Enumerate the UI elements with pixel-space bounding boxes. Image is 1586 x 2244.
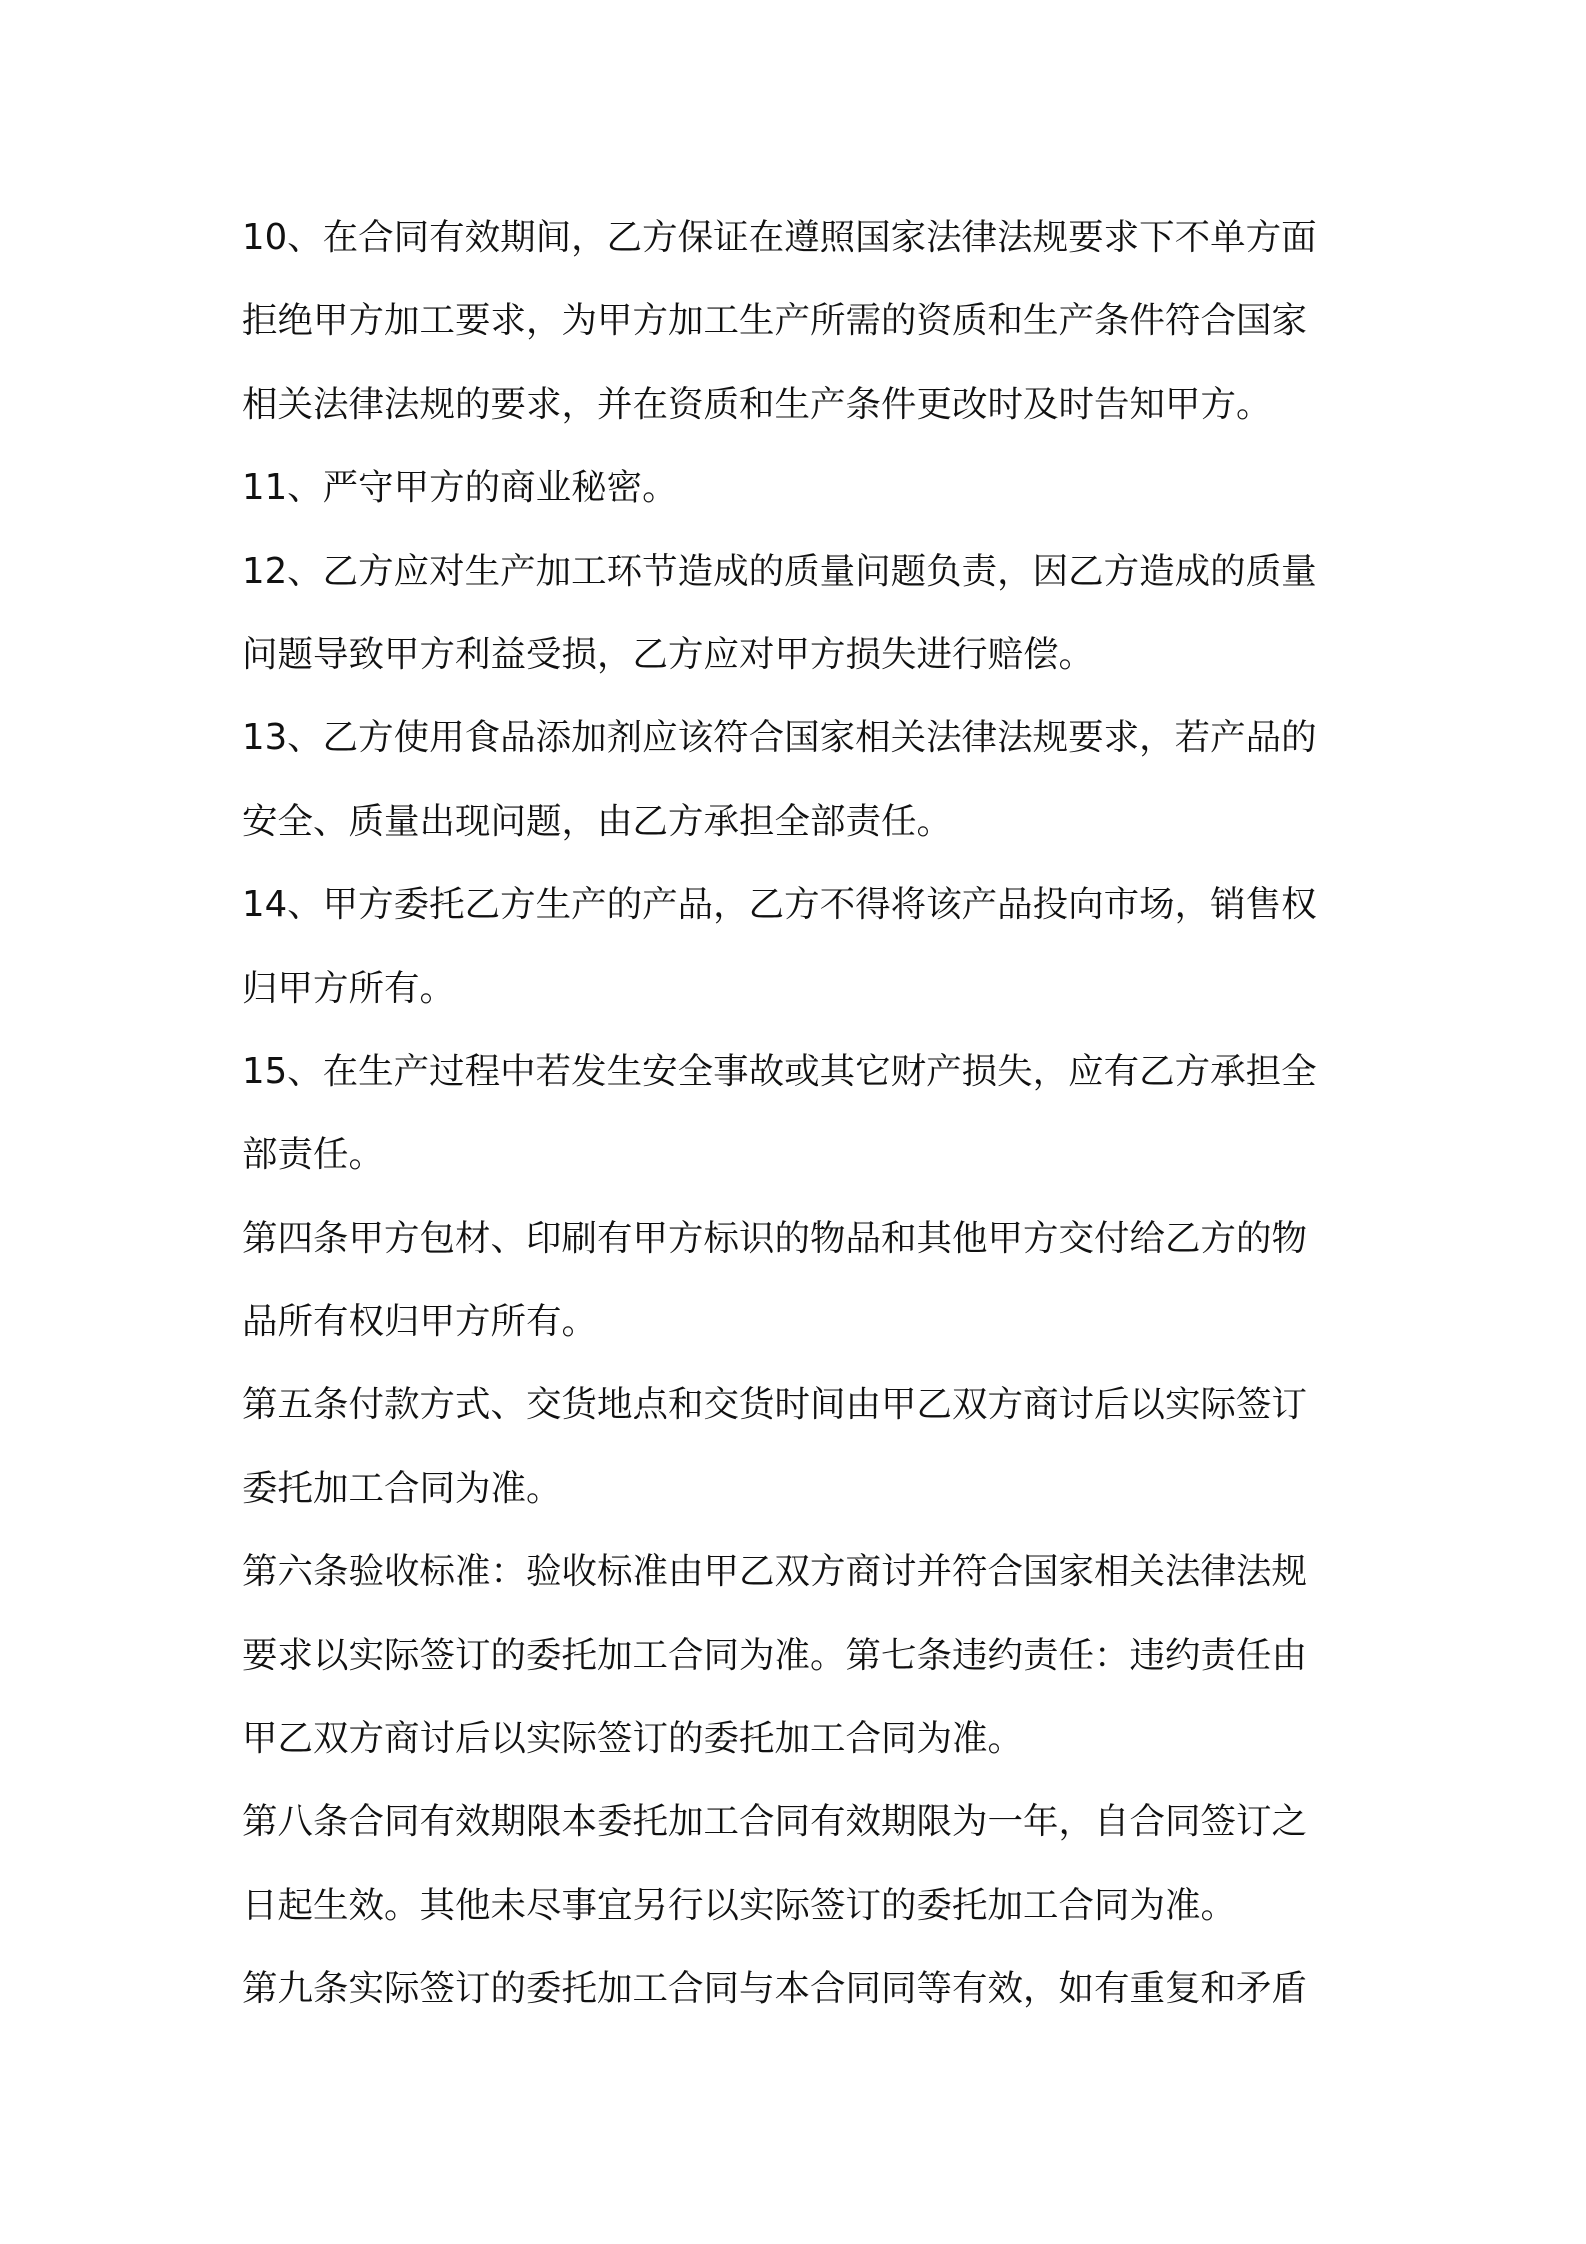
text-line: 第六条验收标准：验收标准由甲乙双方商讨并符合国家相关法律法规 xyxy=(242,1551,1308,1593)
text-line: 第八条合同有效期限本委托加工合同有效期限为一年，自合同签订之 xyxy=(242,1801,1308,1843)
text-line: 品所有权归甲方所有。 xyxy=(242,1301,598,1343)
text-line: 14、甲方委托乙方生产的产品，乙方不得将该产品投向市场，销售权 xyxy=(242,884,1317,926)
text-line: 第四条甲方包材、印刷有甲方标识的物品和其他甲方交付给乙方的物 xyxy=(242,1217,1308,1259)
text-line: 第五条付款方式、交货地点和交货时间由甲乙双方商讨后以实际签订 xyxy=(242,1384,1308,1426)
text-line: 15、在生产过程中若发生安全事故或其它财产损失，应有乙方承担全 xyxy=(242,1050,1317,1092)
text-line: 要求以实际签订的委托加工合同为准。第七条违约责任：违约责任由 xyxy=(242,1634,1308,1676)
text-line: 委托加工合同为准。 xyxy=(242,1467,562,1509)
text-line: 10、在合同有效期间，乙方保证在遵照国家法律法规要求下不单方面 xyxy=(242,217,1317,258)
text-line: 问题导致甲方利益受损，乙方应对甲方损失进行赔偿。 xyxy=(242,633,1095,675)
text-line: 日起生效。其他未尽事宜另行以实际签订的委托加工合同为准。 xyxy=(242,1884,1237,1926)
text-line: 12、乙方应对生产加工环节造成的质量问题负责，因乙方造成的质量 xyxy=(242,550,1317,592)
text-line: 部责任。 xyxy=(242,1134,385,1176)
text-line: 归甲方所有。 xyxy=(242,967,456,1009)
text-line: 拒绝甲方加工要求，为甲方加工生产所需的资质和生产条件符合国家 xyxy=(242,300,1308,342)
text-line: 13、乙方使用食品添加剂应该符合国家相关法律法规要求，若产品的 xyxy=(242,717,1317,759)
text-line: 11、严守甲方的商业秘密。 xyxy=(242,467,678,509)
text-line: 第九条实际签订的委托加工合同与本合同同等有效，如有重复和矛盾 xyxy=(242,1968,1308,2010)
text-line: 甲乙双方商讨后以实际签订的委托加工合同为准。 xyxy=(242,1718,1024,1760)
text-line: 安全、质量出现问题，由乙方承担全部责任。 xyxy=(242,800,953,842)
document-body xyxy=(242,196,1362,2031)
text-line: 相关法律法规的要求，并在资质和生产条件更改时及时告知甲方。 xyxy=(242,383,1272,425)
